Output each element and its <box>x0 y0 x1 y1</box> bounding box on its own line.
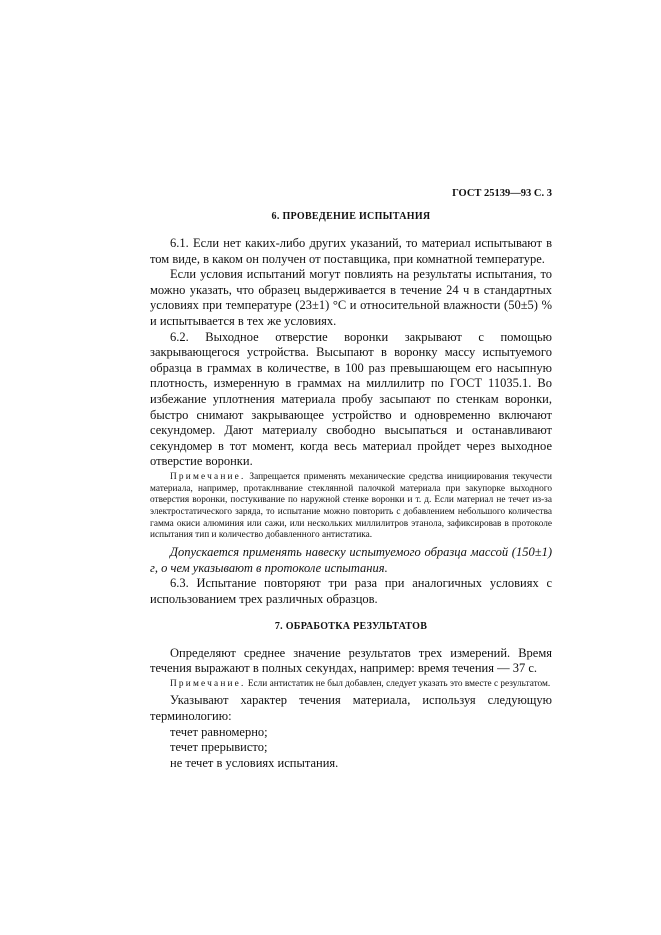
section-7-title: 7. ОБРАБОТКА РЕЗУЛЬТАТОВ <box>274 620 428 632</box>
note-6-2 <box>150 472 552 542</box>
paragraph-6-3: 6.3. Испытание повторяют три раза при аналогичных условиях с использованием трех различных образцов. <box>150 576 552 606</box>
note-text: Если антистатик не был добавлен, следует указать это вместе с результатом. <box>245 678 551 689</box>
list-item: течет прерывисто; <box>170 740 268 755</box>
paragraph-6-2: 6.2. Выходное отверстие воронки закрывают с помощью закрывающегося устройства. Высыпают в воронку массу испытуемого образца в граммах в количестве, в 100 раз превышающем его насыпную плотность, измеренную в граммах на миллилитр по ГОСТ 11035.1. Во избежание уплотнения материала пробу засыпают по стенкам воронки, быстро снимают закрывающее устройство и одновременно включают секундомер. Дают материалу свободно высыпаться и останавливают секундомер в тот момент, когда весь материал пройдет через выходное отверстие воронки. <box>150 329 552 469</box>
list-item: течет равномерно; <box>170 724 268 739</box>
note-7 <box>150 679 552 691</box>
note-label: Примечание. <box>170 678 246 689</box>
content-body <box>150 211 552 771</box>
paragraph-7-2: Указывают характер течения материала, используя следующую терминологию: <box>150 693 552 723</box>
list-item: не течет в условиях испытания. <box>170 755 339 770</box>
paragraph-conditions: Если условия испытаний могут повлиять на результаты испытания, то можно указать, что образец выдерживается в течение 24 ч в стандартных условиях при температуре (23±1) °С и относительной влажности (50±5) % и испытывается в тех же условиях. <box>150 267 552 328</box>
standard-header: ГОСТ 25139—93 С. 3 <box>452 188 552 199</box>
flow-terms-list <box>150 725 552 772</box>
paragraph-allowed-sample: Допускается применять навеску испытуемого образца массой (150±1) г, о чем указывают в протоколе испытания. <box>150 545 552 575</box>
note-label: Примечание. <box>170 471 246 482</box>
section-6-title: 6. ПРОВЕДЕНИЕ ИСПЫТАНИЯ <box>271 211 431 222</box>
paragraph-7-1: Определяют среднее значение результатов трех измерений. Время течения выражают в полных секундах, например: время течения — 37 с. <box>150 645 552 676</box>
paragraph-6-1: 6.1. Если нет каких-либо других указаний, то материал испытывают в том виде, в каком он получен от поставщика, при комнатной температуре. <box>150 236 552 266</box>
note-text: Запрещается применять механические средства инициирования текучести материала, например, протаклнвание стеклянной палочкой материала при закупорке выходного отверстия воронки, постукивание по наружной стенке воронки и т. д. Если материал не течет из-за электростатического заряда, то испытание можно повторить с добавлением небольшого количества гамма окиси алюминия или сажи, или нескольких миллилитров этанола, зафиксировав в протоколе испытания тип и количество добавленного антистатика. <box>150 471 552 541</box>
